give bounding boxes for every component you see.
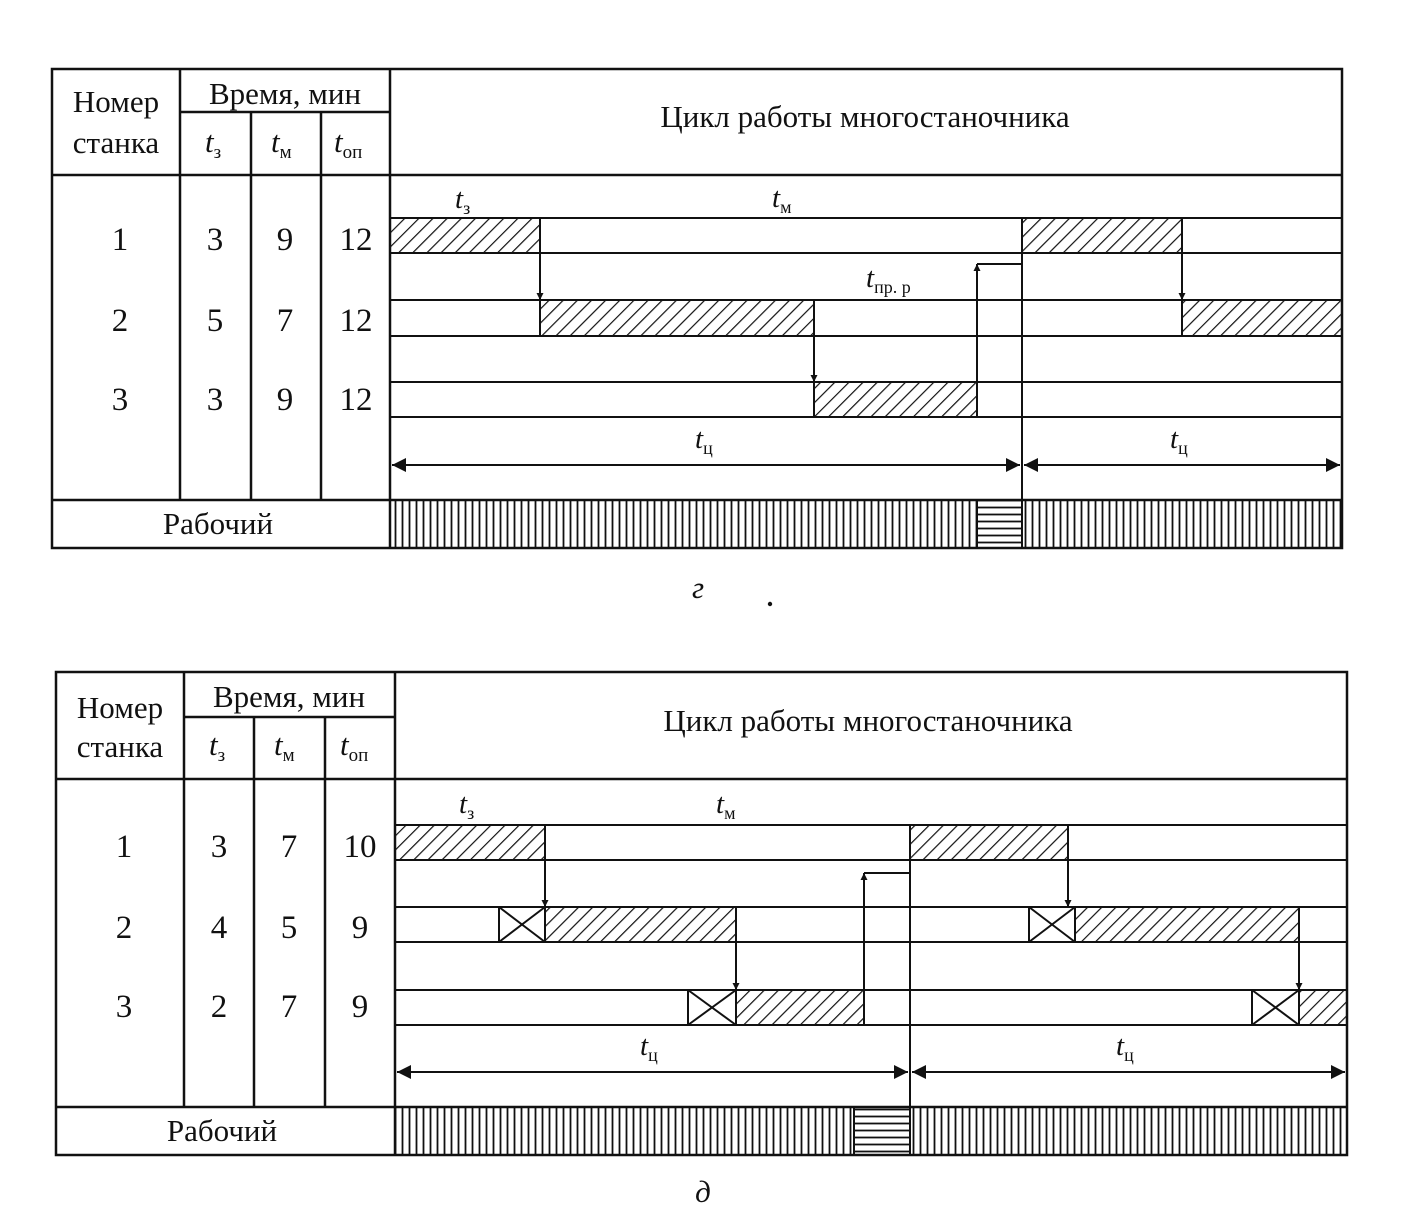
worker-busy (910, 1107, 1347, 1155)
machine-number: 2 (111, 303, 129, 339)
load-bar-m3 (1299, 990, 1347, 1025)
worker-idle (977, 500, 1022, 548)
cycle-title: Цикл работы многостаночника (660, 99, 1070, 134)
diagram-g (52, 69, 1342, 548)
load-bar-m2 (545, 907, 736, 942)
value-tm: 9 (276, 222, 294, 258)
load-bar-m1 (390, 218, 540, 253)
header-machine-number: станка (72, 125, 160, 160)
value-tz: 2 (210, 989, 228, 1025)
waiting-box (1252, 990, 1299, 1025)
header-col-tz: tз (209, 727, 226, 766)
load-bar-m1 (910, 825, 1068, 860)
value-tm: 7 (280, 829, 298, 865)
value-top: 12 (339, 222, 373, 258)
waiting-box (499, 907, 545, 942)
machine-number: 1 (115, 829, 133, 865)
value-tz: 3 (210, 829, 228, 865)
machine-number: 1 (111, 222, 129, 258)
cycle-title: Цикл работы многостаночника (663, 703, 1073, 738)
value-top: 12 (339, 303, 373, 339)
label-tc: $t_ц$ (640, 1030, 658, 1065)
header-col-top: tоп (334, 124, 363, 163)
waiting-box (688, 990, 736, 1025)
load-bar-m2 (1075, 907, 1299, 942)
label-tz: $t_з$ (459, 788, 475, 823)
value-tm: 5 (280, 910, 298, 946)
header-col-tz: tз (205, 124, 222, 163)
figure-caption: д (695, 1174, 711, 1209)
load-bar-m1 (1022, 218, 1182, 253)
value-tm: 7 (280, 989, 298, 1025)
worker-idle (854, 1107, 910, 1155)
value-top: 9 (351, 989, 369, 1025)
load-bar-m2 (540, 300, 814, 336)
worker-label: Рабочий (162, 506, 274, 541)
load-bar-m1 (395, 825, 545, 860)
header-machine-number: Номер (76, 690, 164, 725)
worker-busy (390, 500, 977, 548)
machine-number: 3 (115, 989, 133, 1025)
header-col-tm: tм (271, 124, 292, 163)
value-top: 9 (351, 910, 369, 946)
value-tm: 7 (276, 303, 294, 339)
label-tc: $t_ц$ (1170, 423, 1188, 458)
load-bar-m2 (1182, 300, 1342, 336)
header-col-tm: tм (274, 727, 295, 766)
stray-dot (768, 602, 772, 606)
load-bar-m3 (814, 382, 977, 417)
worker-label: Рабочий (166, 1113, 278, 1148)
label-tm: $t_м$ (772, 182, 792, 217)
worker-busy (395, 1107, 854, 1155)
value-top: 10 (343, 829, 377, 865)
label-tm: $t_м$ (716, 788, 736, 823)
value-tz: 4 (210, 910, 228, 946)
machine-number: 3 (111, 382, 129, 418)
label-tz: $t_з$ (455, 183, 471, 218)
header-time-group: Время, мин (212, 679, 366, 714)
value-tm: 9 (276, 382, 294, 418)
value-tz: 3 (206, 222, 224, 258)
figure-caption: г (691, 570, 705, 605)
label-tpr: $t_{пр. р}$ (866, 262, 911, 297)
label-tc: $t_ц$ (695, 423, 713, 458)
header-col-top: tоп (340, 727, 369, 766)
value-top: 12 (339, 382, 373, 418)
header-machine-number: станка (76, 729, 164, 764)
waiting-box (1029, 907, 1075, 942)
header-machine-number: Номер (72, 84, 160, 119)
load-bar-m3 (736, 990, 864, 1025)
diagram-d (56, 672, 1347, 1155)
header-time-group: Время, мин (208, 76, 362, 111)
value-tz: 5 (206, 303, 224, 339)
machine-number: 2 (115, 910, 133, 946)
label-tc: $t_ц$ (1116, 1030, 1134, 1065)
value-tz: 3 (206, 382, 224, 418)
worker-busy (1022, 500, 1342, 548)
